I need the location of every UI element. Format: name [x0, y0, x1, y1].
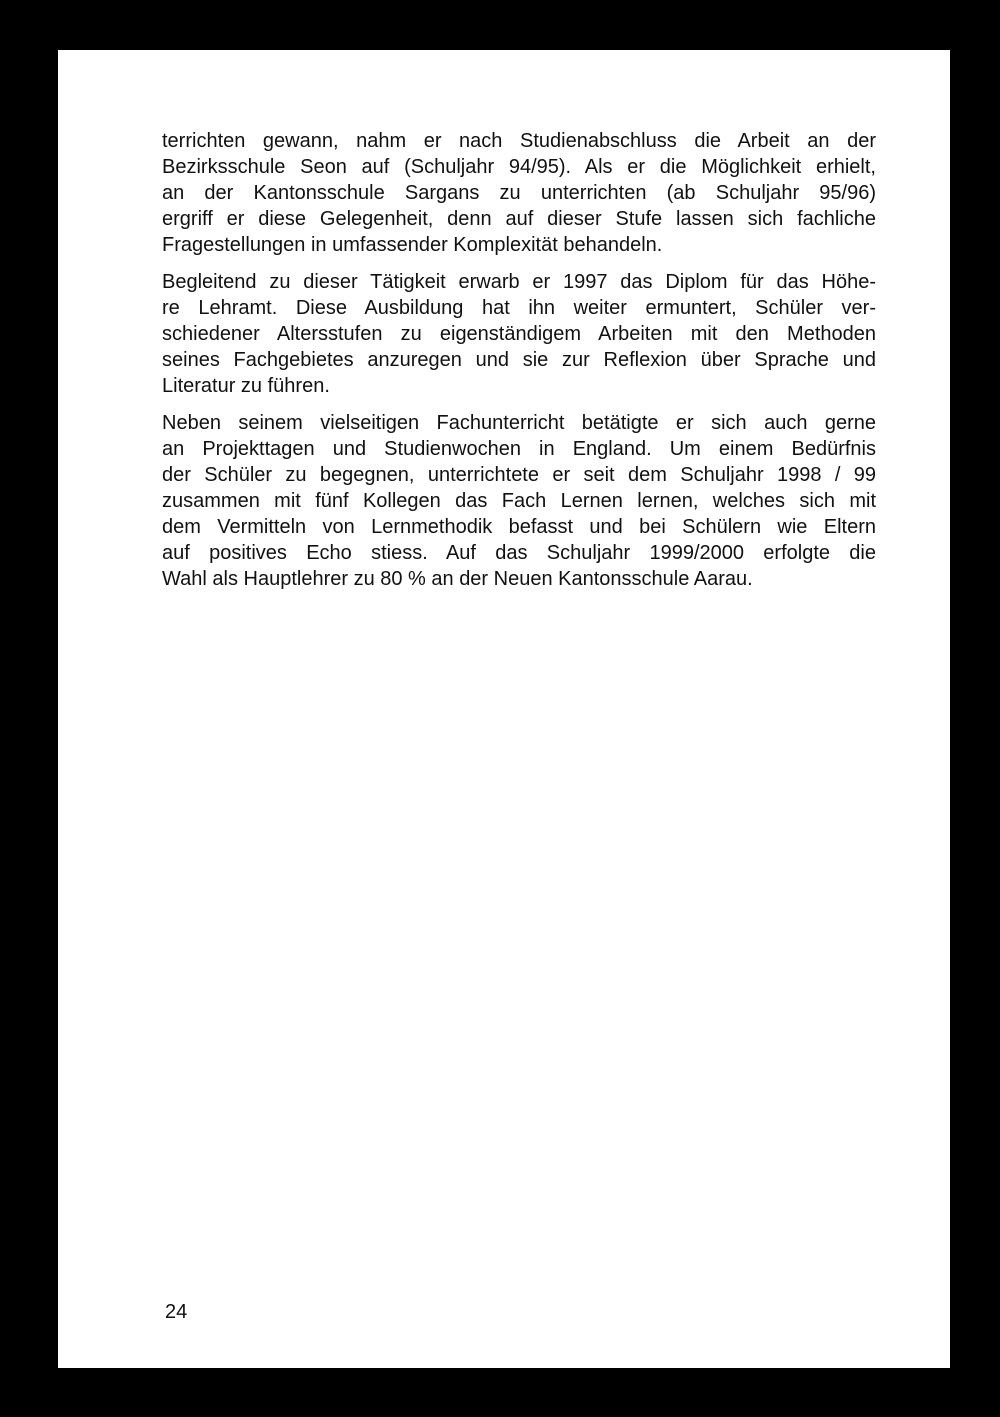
text-line: zusammen mit fünf Kollegen das Fach Lernen lernen, welches sich mit [162, 490, 876, 512]
text-line: ergriff er diese Gelegenheit, denn auf dieser Stufe lassen sich fachliche [162, 208, 876, 230]
text-line: schiedener Altersstufen zu eigenständigem Arbeiten mit den Methoden [162, 323, 876, 345]
text-line: Literatur zu führen. [162, 375, 330, 397]
paragraph-1 [162, 128, 876, 258]
text-line: Wahl als Hauptlehrer zu 80 % an der Neuen Kantonsschule Aarau. [162, 568, 753, 590]
text-line: der Schüler zu begegnen, unterrichtete er seit dem Schuljahr 1998 / 99 [162, 464, 876, 486]
text-line: seines Fachgebietes anzuregen und sie zur Reflexion über Sprache und [162, 349, 876, 371]
text-line: terrichten gewann, nahm er nach Studienabschluss die Arbeit an der [162, 130, 876, 152]
text-line: re Lehramt. Diese Ausbildung hat ihn weiter ermuntert, Schüler ver- [162, 297, 876, 319]
text-line: auf positives Echo stiess. Auf das Schuljahr 1999/2000 erfolgte die [162, 542, 876, 564]
text-line: an der Kantonsschule Sargans zu unterrichten (ab Schuljahr 95/96) [162, 182, 876, 204]
paragraph-3 [162, 410, 876, 592]
text-line: Fragestellungen in umfassender Komplexität behandeln. [162, 234, 663, 256]
text-line: Bezirksschule Seon auf (Schuljahr 94/95). Als er die Möglichkeit erhielt, [162, 156, 876, 178]
text-line: Neben seinem vielseitigen Fachunterricht betätigte er sich auch gerne [162, 412, 876, 434]
document-page [58, 50, 950, 1368]
paragraph-2 [162, 269, 876, 399]
body-text [162, 128, 876, 603]
page-number: 24 [165, 1301, 188, 1323]
text-line: Begleitend zu dieser Tätigkeit erwarb er 1997 das Diplom für das Höhe- [162, 271, 876, 293]
text-line: dem Vermitteln von Lernmethodik befasst und bei Schülern wie Eltern [162, 516, 876, 538]
text-line: an Projekttagen und Studienwochen in England. Um einem Bedürfnis [162, 438, 876, 460]
